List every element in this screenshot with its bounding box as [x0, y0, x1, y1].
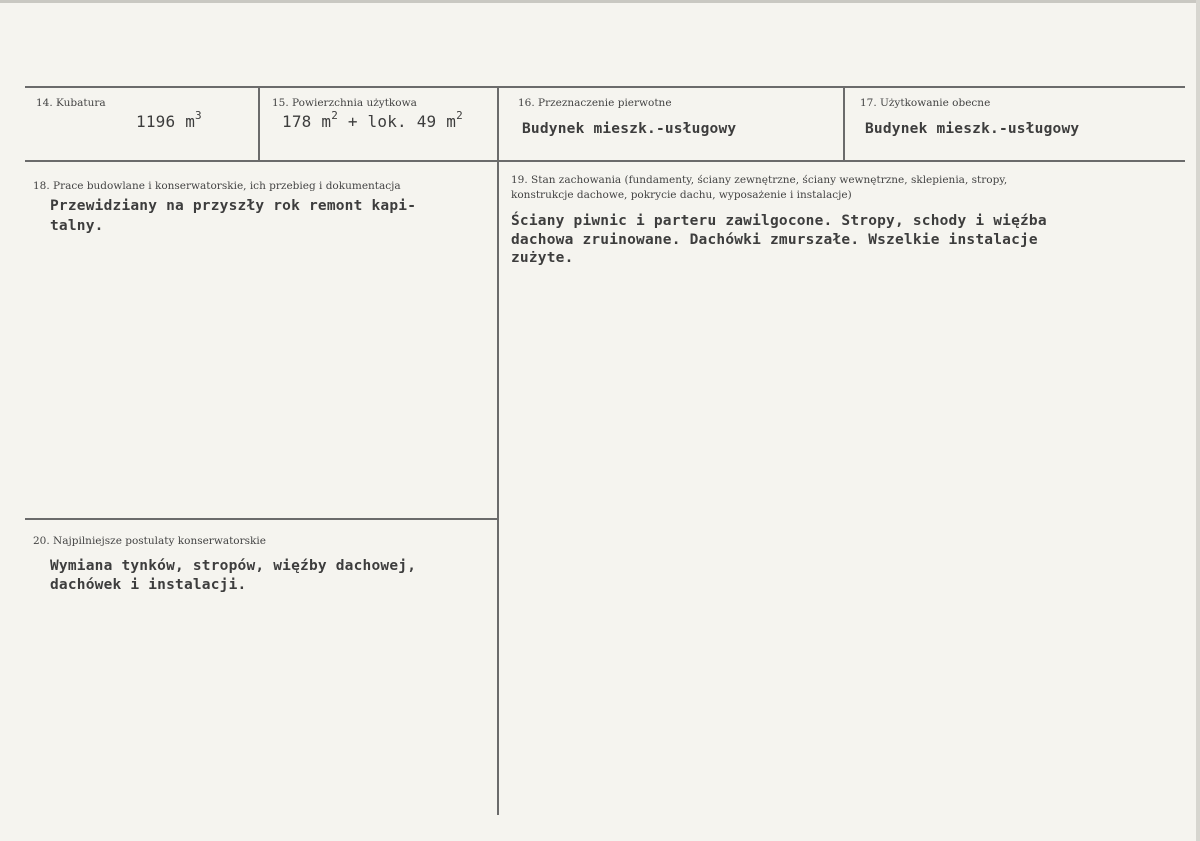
card-top-edge: [0, 0, 1200, 3]
section15-value: [282, 108, 463, 132]
card-right-edge: [1196, 0, 1200, 841]
section19-label-line2: konstrukcje dachowe, pokrycie dachu, wyposażenie i instalacje): [511, 189, 852, 201]
section18-label: 18. Prace budowlane i konserwatorskie, ich przebieg i dokumentacja: [33, 180, 401, 192]
section18-line2: talny.: [50, 218, 104, 234]
section20-line1: Wymiana tynków, stropów, więźby dachowej,: [50, 558, 417, 574]
middle-row-line: [25, 160, 1185, 162]
section15-unit2: m: [446, 112, 457, 131]
section20-line2: dachówek i instalacji.: [50, 577, 247, 593]
section18-line1: Przewidziany na przyszły rok remont kapi-: [50, 198, 417, 214]
section15-plus-lok: + lok.: [347, 112, 407, 131]
section15-number2: 49: [416, 112, 437, 131]
section16-label: 16. Przeznaczenie pierwotne: [518, 97, 672, 109]
section14-exponent: 3: [195, 108, 202, 122]
section17-label: 17. Użytkowanie obecne: [860, 97, 991, 109]
section19-line3: zużyte.: [511, 250, 574, 266]
top-row-line: [25, 86, 1185, 88]
section15-unit1: m: [321, 112, 332, 131]
section14-value: [136, 108, 202, 132]
section15-exponent1: 2: [331, 108, 339, 122]
section16-value: Budynek mieszk.-usługowy: [522, 121, 737, 137]
section20-label: 20. Najpilniejsze postulaty konserwatorskie: [33, 535, 266, 547]
divider-15-16: [497, 86, 499, 815]
section17-value: Budynek mieszk.-usługowy: [865, 121, 1080, 137]
divider-14-15: [258, 86, 260, 161]
section15-number1: 178: [282, 112, 312, 131]
section19-line1: Ściany piwnic i parteru zawilgocone. Stropy, schody i więźba: [511, 213, 1047, 229]
section15-exponent2: 2: [456, 108, 463, 122]
section19-label-line1: 19. Stan zachowania (fundamenty, ściany zewnętrzne, ściany wewnętrzne, sklepienia, stropy,: [511, 174, 1008, 186]
divider-16-17: [843, 86, 845, 161]
section14-unit: m: [185, 112, 196, 131]
section20-top-line: [25, 518, 498, 520]
section19-line2: dachowa zruinowane. Dachówki zmurszałe. Wszelkie instalacje: [511, 232, 1038, 248]
section14-label: 14. Kubatura: [36, 97, 106, 109]
section14-number: 1196: [136, 112, 176, 131]
section15-label: 15. Powierzchnia użytkowa: [272, 97, 417, 109]
